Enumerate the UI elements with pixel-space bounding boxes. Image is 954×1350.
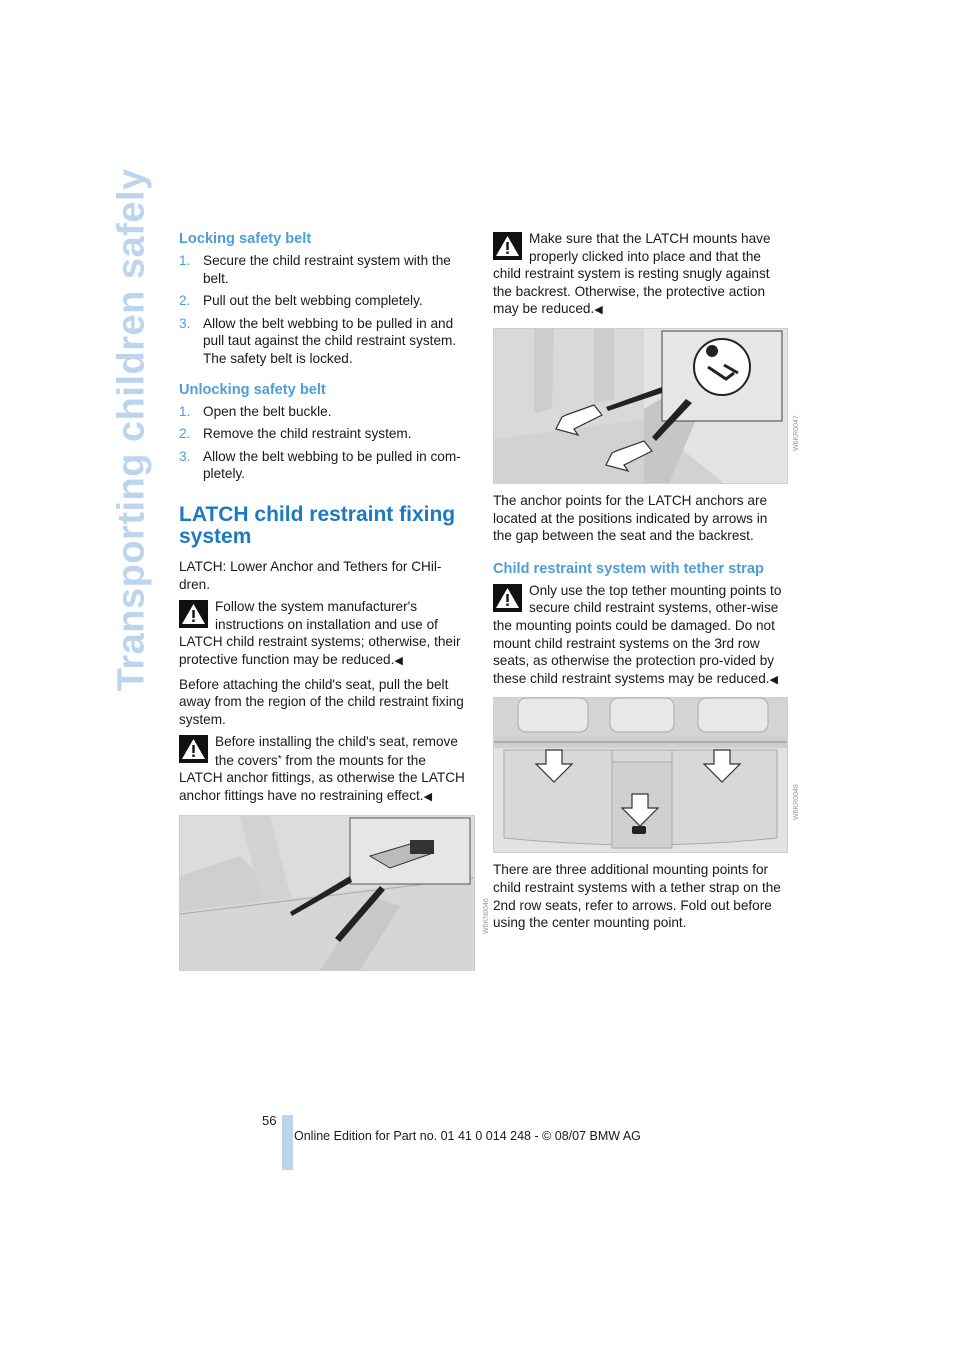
latch-anchor-cover-illustration — [179, 815, 490, 971]
warning-text: Only use the top tether mounting points to secure child restraint systems, other-wise the mounting points could be damaged. Do not mount child restraint systems on the 3rd row seats, as otherwise the protection pro-vided by these child restraint systems may be reduced. — [493, 582, 782, 686]
figure-code: W6KN0046 — [483, 897, 490, 934]
latch-anchor-points-illustration — [493, 328, 800, 484]
warning-text: Follow the system manufacturer's instructions on installation and use of LATCH child restraint systems; otherwise, their protective function may be reduced. — [179, 599, 461, 667]
warning-text: from the mounts for the LATCH anchor fittings, as otherwise the LATCH anchor fittings have no restraining effect. — [179, 752, 465, 804]
right-column — [493, 230, 800, 937]
step-text: Allow the belt webbing to be pulled in com-pletely. — [203, 448, 461, 482]
page-number: 56 — [262, 1113, 277, 1128]
list-item — [179, 448, 471, 483]
footer-accent-bar — [282, 1115, 293, 1170]
paragraph: Before attaching the child's seat, pull the belt away from the region of the child restraint fixing system. — [179, 676, 464, 727]
tether-heading: Child restraint system with tether strap — [493, 560, 764, 577]
latch-definition: LATCH: Lower Anchor and Tethers for CHil-dren. — [179, 558, 442, 592]
left-column — [179, 230, 490, 979]
section-heading: LATCH child restraint fixing system — [179, 502, 456, 548]
end-mark-icon: ◀ — [394, 654, 403, 667]
warning-text: Before installing the child's seat, remove the covers — [215, 734, 458, 768]
step-number: 2. — [179, 293, 191, 309]
step-number: 3. — [179, 315, 191, 331]
step-number: 1. — [179, 403, 191, 419]
unlocking-heading: Unlocking safety belt — [179, 381, 326, 398]
warning-block — [493, 582, 786, 690]
paragraph: There are three additional mounting points for child restraint systems with a tether strap on the 2nd row seats, refer to arrows. Fold out before using the center mounting point. — [493, 862, 781, 931]
warning-triangle-icon — [493, 232, 522, 260]
paragraph: The anchor points for the LATCH anchors are located at the positions indicated by arrows in the gap between the seat and the backrest. — [493, 492, 768, 544]
warning-triangle-icon — [179, 600, 208, 628]
warning-triangle-icon — [179, 735, 208, 763]
step-text: Remove the child restraint system. — [203, 426, 412, 442]
footer-edition-text: Online Edition for Part no. 01 41 0 014 248 - © 08/07 BMW AG — [294, 1129, 641, 1143]
end-mark-icon: ◀ — [423, 791, 433, 804]
side-chapter-title — [108, 168, 156, 692]
locking-steps — [179, 252, 471, 368]
figure-code: W6KR0047 — [793, 415, 800, 451]
step-number: 1. — [179, 253, 191, 268]
list-item — [179, 425, 471, 443]
option-asterisk: * — [277, 753, 282, 765]
warning-text: Make sure that the LATCH mounts have properly clicked into place and that the child restraint system is resting snugly against the backrest. Otherwise, the protective action may be reduced. — [493, 231, 771, 317]
warning-block — [179, 733, 471, 806]
unlocking-steps — [179, 403, 471, 483]
figure-code: W6KR0048 — [793, 784, 800, 821]
warning-block — [493, 230, 786, 320]
end-mark-icon: ◀ — [769, 673, 778, 686]
warning-triangle-icon — [493, 584, 522, 612]
step-number: 2. — [179, 426, 191, 442]
step-text: Open the belt buckle. — [203, 403, 332, 419]
list-item — [179, 252, 471, 287]
locking-heading: Locking safety belt — [179, 231, 312, 247]
warning-block — [179, 598, 471, 670]
list-item — [179, 292, 471, 310]
step-number: 3. — [179, 448, 191, 464]
step-text: Pull out the belt webbing completely. — [203, 293, 423, 309]
list-item — [179, 315, 471, 368]
step-text: Secure the child restraint system with the belt. — [203, 253, 451, 286]
step-text: Allow the belt webbing to be pulled in and pull taut against the child restraint system. The safety belt is locked. — [203, 315, 457, 366]
end-mark-icon: ◀ — [594, 304, 603, 317]
tether-mounting-points-illustration — [493, 697, 800, 853]
list-item — [179, 403, 471, 421]
side-chapter-title-text: Transporting children safely — [110, 168, 153, 692]
